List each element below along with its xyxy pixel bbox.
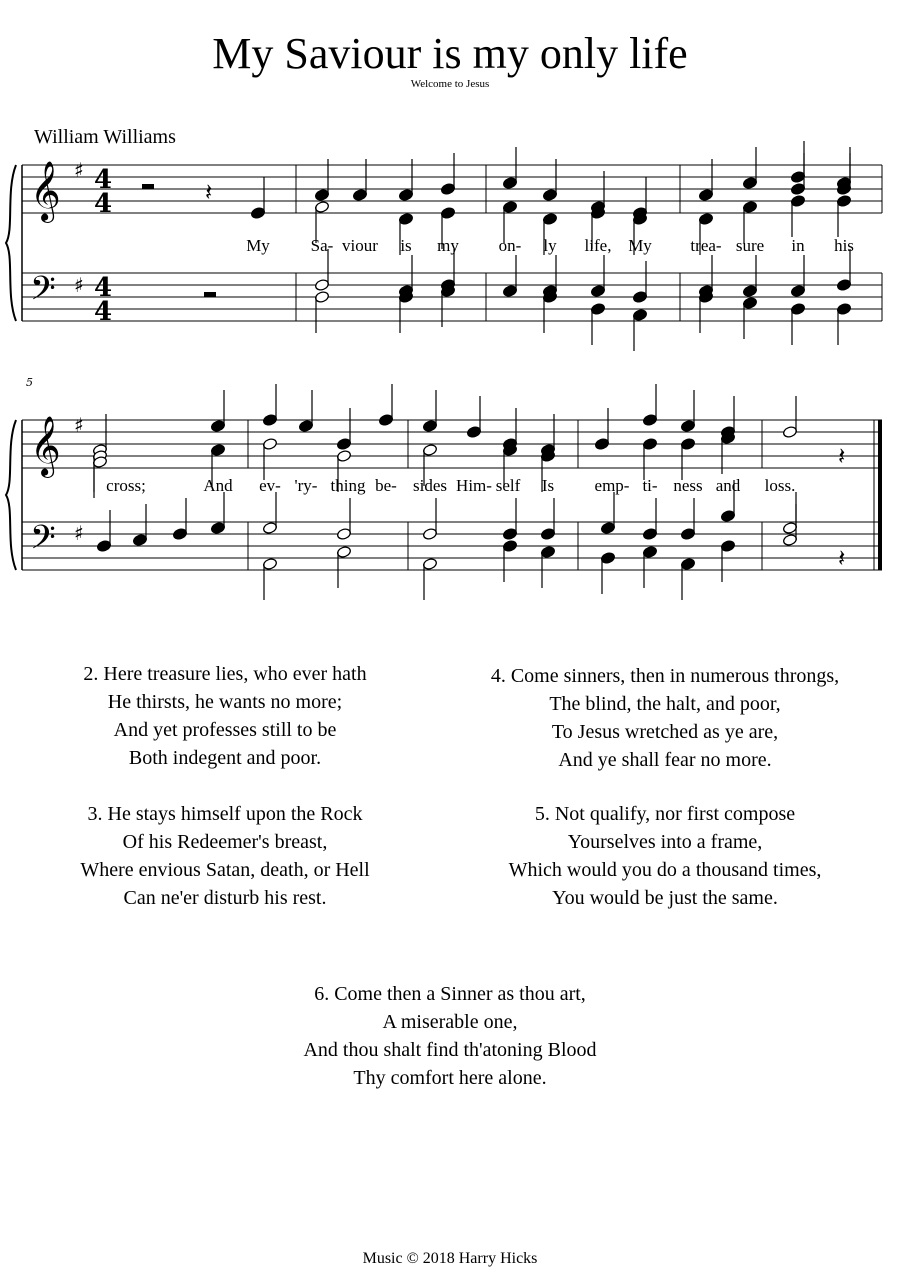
note-head [632, 290, 647, 303]
verse-line: 4. Come sinners, then in numerous throngs, [490, 665, 840, 687]
copyright-footer: Music © 2018 Harry Hicks [362, 1250, 538, 1267]
lyric-syllable: Sa- [310, 236, 334, 255]
verse-line: Both indegent and poor. [128, 747, 322, 769]
lyric-syllable: ev- [259, 476, 281, 495]
note-head [210, 521, 225, 534]
measure-number-5: 5 [26, 376, 33, 389]
note-head [680, 437, 695, 450]
lyric-syllable: ly [543, 236, 557, 255]
quarter-rest-icon: 𝄽 [838, 544, 846, 572]
note-head [96, 539, 111, 552]
verse-line: Yourselves into a frame, [567, 831, 763, 853]
sharp-icon: ♯ [74, 273, 84, 297]
note-head [600, 521, 615, 534]
time-signature-top: 4 [94, 165, 113, 195]
verse-line: A miserable one, [382, 1011, 518, 1033]
note-head [642, 545, 657, 558]
note-head [698, 188, 713, 201]
note-head [790, 170, 805, 183]
note-head [422, 557, 437, 570]
note-head [262, 413, 277, 426]
verse-line: 2. Here treasure lies, who ever hath [83, 663, 367, 685]
lyric-syllable: My [628, 236, 652, 255]
note-head [594, 437, 609, 450]
note-head [398, 188, 413, 201]
lyric-syllable: be- [375, 476, 397, 495]
lyric-syllable: my [437, 236, 459, 255]
note-head [172, 527, 187, 540]
time-signature-top: 4 [94, 273, 113, 303]
verse-line: Of his Redeemer's breast, [122, 831, 328, 853]
time-signature-bottom: 4 [94, 189, 113, 219]
note-head [642, 527, 657, 540]
note-head [210, 419, 225, 432]
time-signature-bottom: 4 [94, 297, 113, 327]
bass-clef-icon: 𝄢 [30, 270, 56, 316]
note-head [542, 188, 557, 201]
note-head [680, 557, 695, 570]
note-head [502, 200, 517, 213]
lyric-syllable: life, [584, 236, 612, 255]
note-head [314, 278, 329, 291]
half-rest-icon [142, 184, 154, 189]
lyric-syllable: loss. [764, 476, 796, 495]
note-head [440, 206, 455, 219]
verse-line: Thy comfort here alone. [353, 1067, 547, 1089]
verse-line: Which would you do a thousand times, [508, 859, 822, 881]
note-head [698, 212, 713, 225]
note-head [336, 449, 351, 462]
lyric-syllable: trea- [690, 236, 722, 255]
lyric-syllable: is [400, 236, 412, 255]
verse-line: He thirsts, he wants no more; [107, 691, 343, 713]
note-head [262, 521, 277, 534]
lyric-syllable: in [791, 236, 805, 255]
note-head [590, 302, 605, 315]
system2-bass-staff [22, 522, 882, 570]
page-title: My Saviour is my only life [212, 29, 688, 78]
note-head [742, 296, 757, 309]
lyric-syllable: sides [413, 476, 447, 495]
sharp-icon: ♯ [74, 413, 84, 437]
quarter-rest-icon: 𝄽 [205, 178, 213, 206]
note-head [590, 284, 605, 297]
note-head [782, 425, 797, 438]
quarter-rest-icon: 𝄽 [838, 442, 846, 470]
lyric-syllable: emp- [594, 476, 630, 495]
lyric-syllable: sure [735, 236, 765, 255]
lyric-syllable: and [715, 476, 741, 495]
verse-line: 6. Come then a Sinner as thou art, [314, 983, 586, 1005]
music-score [0, 0, 900, 620]
note-head [632, 308, 647, 321]
note-head [440, 182, 455, 195]
verse-line: And thou shalt find th'atoning Blood [303, 1039, 597, 1061]
lyric-syllable: My [246, 236, 270, 255]
note-head [642, 437, 657, 450]
system2-brace [6, 420, 16, 570]
note-head [336, 437, 351, 450]
note-head [378, 413, 393, 426]
note-head [422, 527, 437, 540]
lyric-syllable: thing [330, 476, 366, 495]
note-head [210, 443, 225, 456]
treble-clef-icon: 𝄞 [30, 416, 61, 476]
lyric-syllable: viour [342, 236, 378, 255]
page-subtitle: Welcome to Jesus [410, 78, 490, 90]
lyric-syllable: his [834, 236, 854, 255]
note-head [790, 284, 805, 297]
note-heads [92, 141, 851, 600]
note-head [262, 437, 277, 450]
verse-line: The blind, the halt, and poor, [549, 693, 781, 715]
note-head [790, 182, 805, 195]
note-head [502, 176, 517, 189]
lyric-syllable: cross; [106, 476, 146, 495]
lyric-syllable: on- [498, 236, 522, 255]
verse-line: 3. He stays himself upon the Rock [87, 803, 363, 825]
note-head [314, 188, 329, 201]
note-head [502, 527, 517, 540]
note-head [540, 545, 555, 558]
note-head [720, 509, 735, 522]
note-head [502, 539, 517, 552]
verse-line: And yet professes still to be [113, 719, 337, 741]
note-head [336, 527, 351, 540]
lyric-syllable: Is [541, 476, 555, 495]
composer-credit: William Williams [34, 126, 176, 148]
note-head [642, 413, 657, 426]
note-head [352, 188, 367, 201]
note-head [790, 302, 805, 315]
treble-clef-icon: 𝄞 [30, 161, 61, 221]
verse-line: Where envious Satan, death, or Hell [80, 859, 370, 881]
note-head [836, 194, 851, 207]
verse-line: 5. Not qualify, nor first compose [534, 803, 796, 825]
note-head [422, 419, 437, 432]
verse-3 [40, 800, 410, 912]
note-head [720, 539, 735, 552]
verse-line: Can ne'er disturb his rest. [123, 887, 327, 909]
note-head [790, 194, 805, 207]
system1-brace [6, 165, 16, 321]
verse-4 [455, 662, 875, 774]
verse-line: And ye shall fear no more. [558, 749, 772, 771]
note-head [542, 212, 557, 225]
verse-2 [40, 660, 410, 772]
note-head [680, 419, 695, 432]
note-head [540, 527, 555, 540]
system2-treble-staff [22, 420, 882, 468]
sharp-icon: ♯ [74, 521, 84, 545]
note-head [314, 290, 329, 303]
verse-6 [250, 980, 650, 1092]
sharp-icon: ♯ [74, 158, 84, 182]
note-head [836, 302, 851, 315]
note-head [262, 557, 277, 570]
verse-line: You would be just the same. [552, 887, 778, 909]
note-head [336, 545, 351, 558]
note-head [742, 200, 757, 213]
bass-clef-icon: 𝄢 [30, 519, 56, 565]
note-head [466, 425, 481, 438]
note-head [502, 284, 517, 297]
lyric-syllable: And [203, 476, 233, 495]
lyric-syllable: ness [673, 476, 703, 495]
note-head [314, 200, 329, 213]
lyric-syllable: ti- [642, 476, 658, 495]
note-head [680, 527, 695, 540]
note-head [298, 419, 313, 432]
lyric-syllable: 'ry- [294, 476, 318, 495]
verse-5 [455, 800, 875, 912]
note-head [836, 278, 851, 291]
measure-number [26, 376, 33, 389]
lyric-syllable: Him- [456, 476, 492, 495]
note-head [398, 212, 413, 225]
half-rest-icon [204, 292, 216, 297]
note-head [782, 521, 797, 534]
note-head [422, 443, 437, 456]
verse-line: To Jesus wretched as ye are, [551, 721, 779, 743]
note-head [782, 533, 797, 546]
note-head [600, 551, 615, 564]
note-head [250, 206, 265, 219]
note-head [132, 533, 147, 546]
lyric-syllable: self [495, 476, 521, 495]
note-head [742, 176, 757, 189]
note-head [742, 284, 757, 297]
